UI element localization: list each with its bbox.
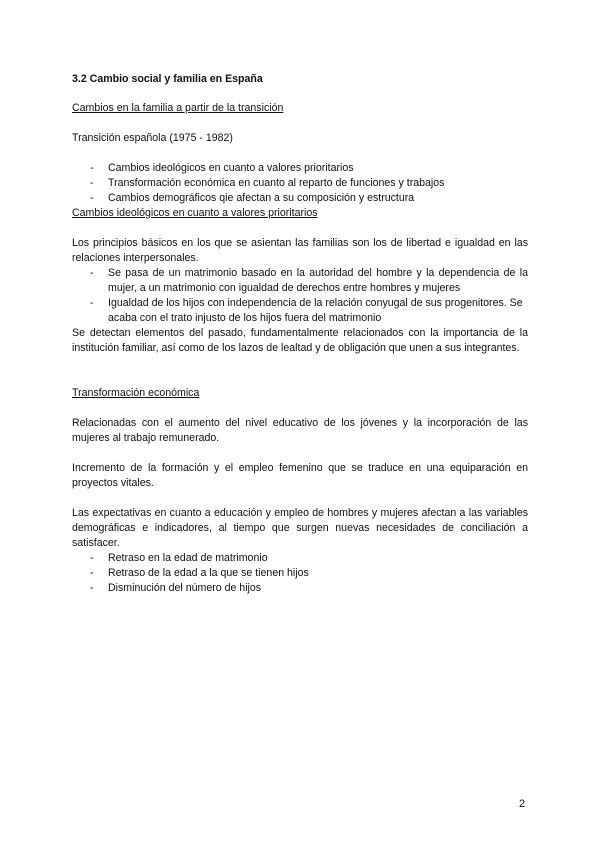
list-item — [72, 191, 528, 206]
heading-transicion: Cambios en la familia a partir de la transición — [72, 102, 284, 114]
dash-bullet: - — [90, 162, 94, 174]
list-item — [72, 581, 528, 596]
list-item-text: Se pasa de un matrimonio basado en la autoridad del hombre y la dependencia de la mujer, a un matrimonio con igualdad de derechos entre hombres y mujeres — [108, 267, 528, 294]
dash-bullet: - — [90, 582, 94, 594]
dash-bullet: - — [90, 177, 94, 189]
page-content — [72, 72, 528, 596]
economica-paragraph-3: Las expectativas en cuanto a educación y empleo de hombres y mujeres afectan a las variables demográficas e indicadores, al tiempo que surgen nuevas necesidades de conciliación a satisfacer. — [72, 507, 528, 549]
transicion-list — [72, 161, 528, 206]
list-item-text: Retraso en la edad de matrimonio — [108, 552, 268, 564]
heading-ideologicos: Cambios ideológicos en cuanto a valores prioritarios — [72, 207, 318, 219]
dash-bullet: - — [90, 267, 94, 279]
dash-bullet: - — [90, 567, 94, 579]
list-item-text: Igualdad de los hijos con independencia de la relación conyugal de sus progenitores. Se acaba con el trato injusto de los hijos fuera del matrimonio — [108, 297, 523, 324]
list-item — [72, 176, 528, 191]
list-item-text: Transformación económica en cuanto al reparto de funciones y trabajos — [108, 177, 445, 189]
economica-paragraph-1: Relacionadas con el aumento del nivel educativo de los jóvenes y la incorporación de las mujeres al trabajo remunerado. — [72, 417, 528, 444]
dash-bullet: - — [90, 552, 94, 564]
heading-economica: Transformación económica — [72, 387, 200, 399]
dash-bullet: - — [90, 297, 94, 309]
ideologicos-intro: Los principios básicos en los que se asientan las familias son los de libertad e igualdad en las relaciones interpersonales. — [72, 237, 528, 264]
list-item-text: Cambios demográficos qie afectan a su composición y estructura — [108, 192, 415, 204]
section-title: 3.2 Cambio social y familia en España — [72, 73, 263, 85]
list-item — [72, 551, 528, 566]
list-item-text: Disminución del número de hijos — [108, 582, 262, 594]
list-item — [72, 296, 528, 326]
page-number: 2 — [519, 798, 526, 810]
ideologicos-list — [72, 266, 528, 326]
dash-bullet: - — [90, 192, 94, 204]
list-item-text: Cambios ideológicos en cuanto a valores prioritarios — [108, 162, 354, 174]
ideologicos-closing: Se detectan elementos del pasado, fundamentalmente relacionados con la importancia de la institución familiar, así como de los lazos de lealtad y de obligación que unen a sus integrantes. — [72, 327, 528, 354]
list-item — [72, 161, 528, 176]
list-item — [72, 266, 528, 296]
transicion-intro: Transición española (1975 - 1982) — [72, 132, 233, 144]
economica-list — [72, 551, 528, 596]
economica-paragraph-2: Incremento de la formación y el empleo femenino que se traduce en una equiparación en proyectos vitales. — [72, 462, 528, 489]
list-item — [72, 566, 528, 581]
list-item-text: Retraso de la edad a la que se tienen hijos — [108, 567, 309, 579]
